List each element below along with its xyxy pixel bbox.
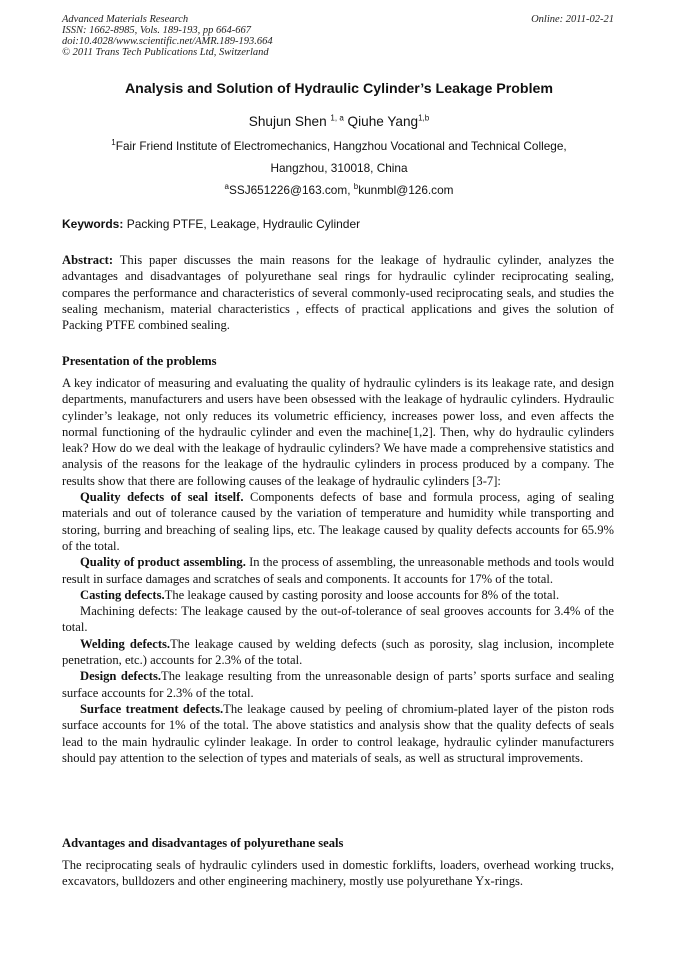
paragraph: [62, 489, 614, 554]
paragraph-text: The leakage resulting from the unreasonable design of parts’ sports surface and sealing surface accounts for 2.3% of the total.: [62, 669, 614, 700]
paragraph-text: Components defects of base and formula process, aging of sealing materials and out of tolerance caused by the variation of temperature and humidity while transporting and storing, burring and breaching of sealing lips, etc. The leakage caused by quality defects accounts for 65.9% of the total.: [62, 490, 615, 553]
journal-name: Advanced Materials Research: [62, 14, 189, 25]
paragraph: [62, 636, 614, 669]
paper-title: Analysis and Solution of Hydraulic Cylinder’s Leakage Problem: [124, 81, 554, 97]
paragraph: [62, 554, 614, 587]
paragraph: [62, 603, 614, 636]
author-line: [0, 114, 678, 129]
email-superscript: b: [353, 182, 359, 192]
abstract-label: Abstract:: [62, 253, 114, 267]
affiliation-text: Fair Friend Institute of Electromechanics, Hangzhou Vocational and Technical College,: [115, 139, 567, 153]
section-heading: Presentation of the problems: [62, 354, 217, 368]
affiliation-line-2: Hangzhou, 310018, China: [270, 161, 408, 175]
online-date: Online: 2011-02-21: [531, 14, 614, 25]
run-in-heading: Quality defects of seal itself.: [80, 490, 244, 505]
email-link[interactable]: SSJ651226@163.com,: [228, 183, 351, 197]
keywords-text: Packing PTFE, Leakage, Hydraulic Cylinder: [126, 217, 361, 231]
affiliation-line-1: [0, 139, 678, 153]
paragraph-text: The leakage caused by peeling of chromium-plated layer of the piston rods surface accounts for 1% of the total. The above statistics and analysis show that the quality defects of seals lead to the main hydraulic cylinder leakage. In order to control leakage, hydraulic cylinder manufacturers should pay attention to the selection of types and materials of seals, as well as structural improvements.: [62, 701, 614, 765]
doi-line: doi:10.4028/www.scientific.net/AMR.189-193.664: [62, 36, 273, 47]
run-in-heading: Welding defects.: [80, 636, 171, 651]
run-in-heading: Quality of product assembling.: [80, 555, 246, 570]
author-superscript: 1, a: [330, 113, 344, 123]
email-line: [0, 183, 678, 197]
email-link[interactable]: kunmbl@126.com: [358, 183, 454, 197]
paragraph-text: Machining defects: The leakage caused by the out-of-tolerance of seal grooves accounts for 3.4% of the total.: [62, 604, 614, 635]
paragraph-text: The leakage caused by welding defects (such as porosity, slag inclusion, incomplete penetration, etc.) accounts for 2.3% of the total.: [62, 636, 614, 668]
run-in-heading: Design defects.: [80, 669, 162, 684]
paragraph: A key indicator of measuring and evaluating the quality of hydraulic cylinders is its leakage rate, and design departments, manufacturers and users have been obsessed with the leakage of hydraulic cylinders. Hydraulic cylinder’s leakage, not only reduces its volumetric efficiency, increases power loss, and even affects the normal functioning of the hydraulic cylinder and even the machine[1,2]. Then, why do hydraulic cylinders leak? How do we deal with the leakage of hydraulic cylinders? We have made a comprehensive statistics and analysis of the reasons for the leakage of the hydraulic cylinders in process produced by a company. The results show that there are following causes of the leakage of hydraulic cylinders [3-7]:: [62, 376, 614, 488]
author-superscript: 1,b: [418, 113, 430, 123]
affiliation-superscript: 1: [111, 138, 116, 148]
author-name: Shujun Shen: [248, 114, 327, 129]
issn-line: ISSN: 1662-8985, Vols. 189-193, pp 664-667: [62, 25, 251, 36]
section-body: [62, 857, 614, 890]
paragraph: [62, 587, 614, 603]
paragraph-text: In the process of assembling, the unreasonable methods and tools would result in surface damages and scratches of seals and components. It accounts for 17% of the total.: [62, 555, 614, 586]
run-in-heading: Casting defects.: [80, 587, 165, 602]
section-heading: Advantages and disadvantages of polyurethane seals: [62, 836, 344, 850]
keywords-label: Keywords:: [62, 217, 124, 231]
section-body: [62, 375, 614, 766]
paragraph: The reciprocating seals of hydraulic cylinders used in domestic forklifts, loaders, overhead working trucks, excavators, bulldozers and other engineering machinery, mostly use polyurethane Yx-rings.: [62, 858, 614, 889]
run-in-heading: Surface treatment defects.: [80, 701, 224, 716]
copyright-line: © 2011 Trans Tech Publications Ltd, Switzerland: [62, 47, 269, 58]
paragraph-text: The leakage caused by casting porosity and loose accounts for 8% of the total.: [164, 587, 560, 602]
journal-header: [62, 14, 273, 58]
abstract-text: This paper discusses the main reasons for the leakage of hydraulic cylinder, analyzes the advantages and disadvantages of polyurethane seal rings for hydraulic cylinder reciprocating sealing, compares the performance and characteristics of several commonly-used reciprocating seals, and studies the sealing mechanism, material characteristics , effects of practical applications and gives the solution of Packing PTFE combined sealing.: [62, 253, 615, 333]
keywords: [62, 217, 614, 231]
author-name: Qiuhe Yang: [347, 114, 419, 129]
abstract: [62, 252, 614, 333]
paragraph: [62, 668, 614, 701]
email-superscript: a: [224, 182, 229, 192]
paragraph: [62, 701, 614, 766]
